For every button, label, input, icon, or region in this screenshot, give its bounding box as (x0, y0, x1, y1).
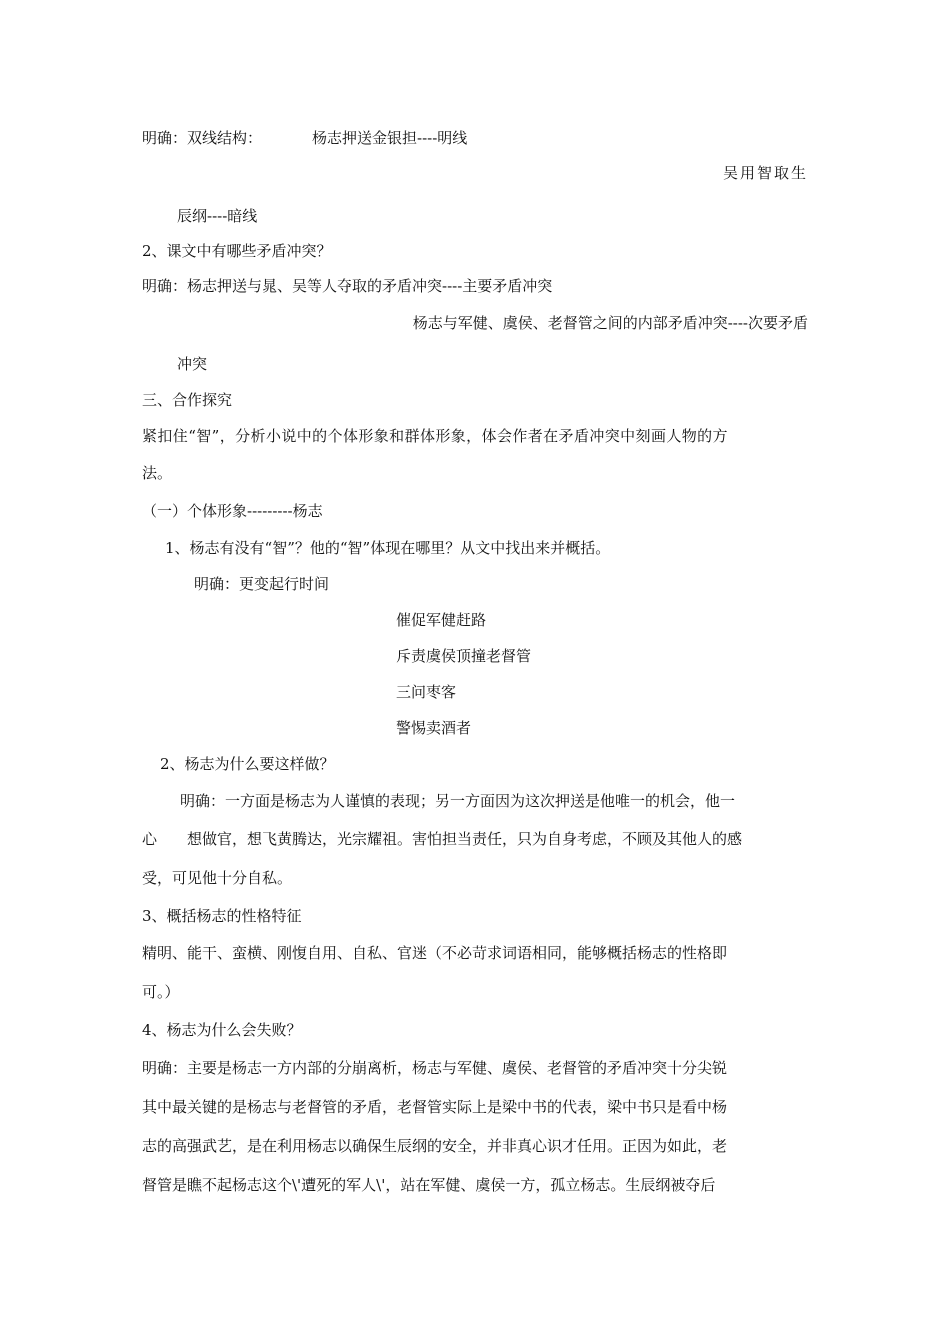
text-line: 想做官，想飞黄腾达，光宗耀祖。害怕担当责任，只为自身考虑，不顾及其他人的感 (187, 830, 743, 848)
text-line: 辰纲----暗线 (177, 207, 258, 225)
text-line: 受，可见他十分自私。 (142, 869, 293, 887)
text-line: 杨志押送金银担----明线 (312, 129, 468, 147)
question-line: 2、杨志为什么要这样做？ (160, 755, 335, 773)
text-line: 冲突 (177, 355, 208, 373)
text-line: 督管是瞧不起杨志这个\'遭死的军人\'，站在军健、虞侯一方，孤立杨志。生辰纲被夺后 (142, 1176, 716, 1194)
question-line: 1、杨志有没有“智”？他的“智”体现在哪里？从文中找出来并概括。 (165, 539, 611, 557)
text-line: 精明、能干、蛮横、刚愎自用、自私、官迷（不必苛求词语相同，能够概括杨志的性格即 (142, 944, 728, 962)
text-line: 其中最关键的是杨志与老督管的矛盾，老督管实际上是梁中书的代表，梁中书只是看中杨 (142, 1098, 728, 1116)
text-line: 2、课文中有哪些矛盾冲突？ (142, 242, 332, 260)
text-line: 心 (142, 830, 158, 848)
list-item: 三问枣客 (396, 683, 457, 701)
text-line: 明确：杨志押送与晁、吴等人夺取的矛盾冲突----主要矛盾冲突 (142, 277, 553, 295)
subsection-heading: （一）个体形象---------杨志 (142, 502, 323, 520)
text-line: 志的高强武艺，是在利用杨志以确保生辰纲的安全，并非真心识才任用。正因为如此，老 (142, 1137, 728, 1155)
section-heading: 三、合作探究 (142, 391, 233, 409)
text-line: 法。 (142, 464, 173, 482)
text-line: 可。） (142, 983, 180, 1001)
list-item: 催促军健赶路 (396, 611, 487, 629)
text-line: 紧扣住“智”，分析小说中的个体形象和群体形象，体会作者在矛盾冲突中刻画人物的方 (142, 427, 728, 445)
list-item: 斥责虞侯顶撞老督管 (396, 647, 532, 665)
list-item: 警惕卖酒者 (396, 719, 472, 737)
text-line: 明确：一方面是杨志为人谨慎的表现；另一方面因为这次押送是他唯一的机会，他一 (180, 792, 736, 810)
text-line: 明确：双线结构： (142, 129, 263, 147)
text-line: 杨志与军健、虞侯、老督管之间的内部矛盾冲突----次要矛盾 (412, 314, 808, 332)
text-line: 明确：主要是杨志一方内部的分崩离析，杨志与军健、虞侯、老督管的矛盾冲突十分尖锐 (142, 1059, 728, 1077)
question-line: 4、杨志为什么会失败？ (142, 1021, 302, 1039)
text-line: 吴用智取生 (722, 164, 808, 182)
question-line: 3、概括杨志的性格特征 (142, 907, 302, 925)
text-line: 明确：更变起行时间 (194, 575, 330, 593)
